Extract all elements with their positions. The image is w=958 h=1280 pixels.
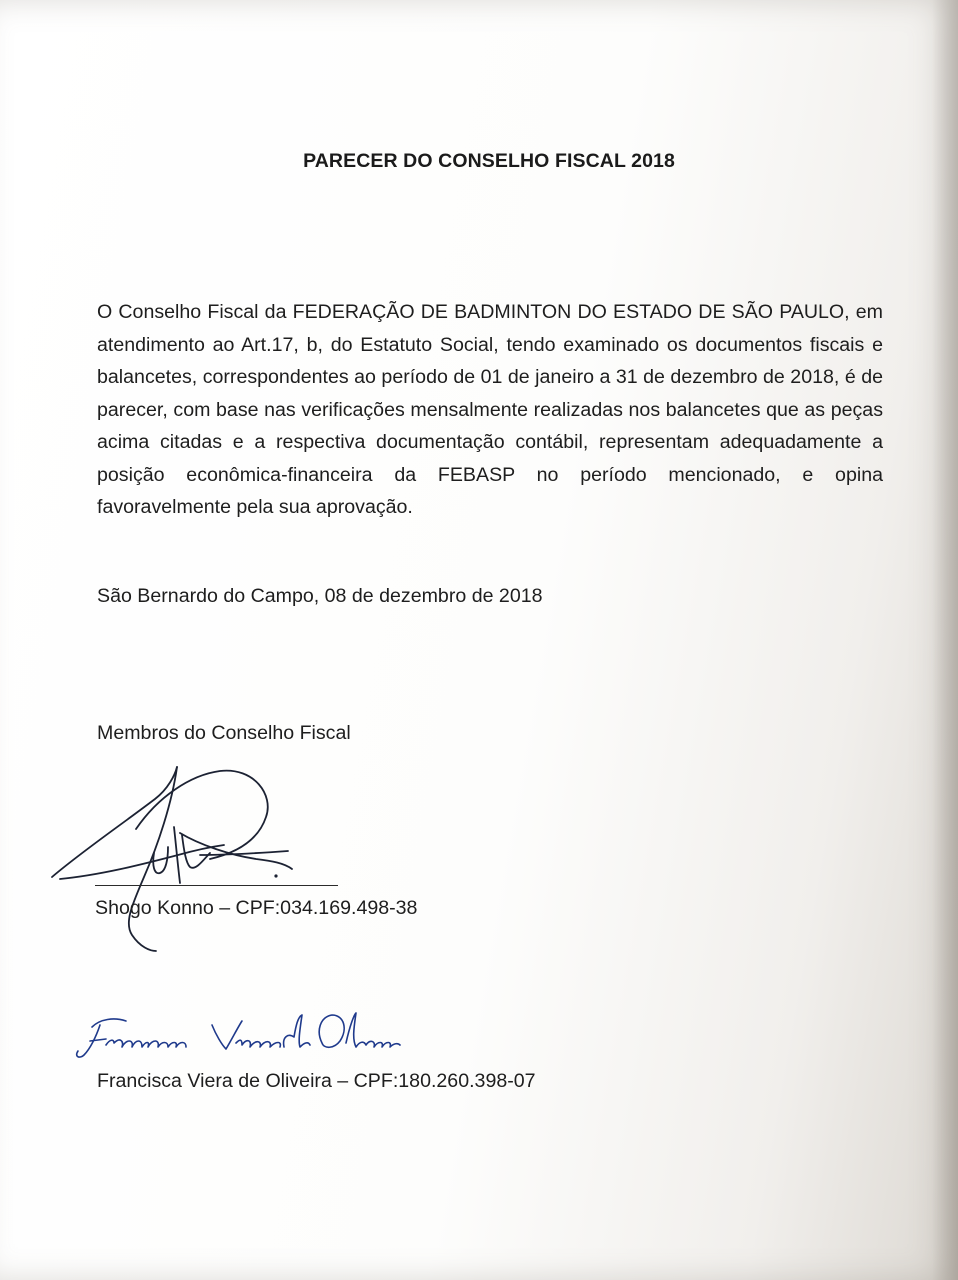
signer-2-name: Francisca Viera de Oliveira – CPF:180.260.398-07 bbox=[97, 1070, 536, 1092]
document-title: PARECER DO CONSELHO FISCAL 2018 bbox=[303, 150, 675, 172]
opinion-paragraph: O Conselho Fiscal da FEDERAÇÃO DE BADMINTON DO ESTADO DE SÃO PAULO, em atendimento ao Art.17, b, do Estatuto Social, tendo examinado os documentos fiscais e balancetes, correspondentes ao período de 01 de janeiro a 31 de dezembro de 2018, é de parecer, com base nas verificações mensalmente realizadas nos balancetes que as peças acima citadas e a respectiva documentação contábil, representam adequadamente a posição econômica-financeira da FEBASP no período mencionado, e opina favoravelmente pela sua aprovação. bbox=[97, 301, 883, 518]
page-edge-shadow bbox=[932, 0, 958, 1280]
signature-2-image bbox=[70, 1005, 410, 1075]
place-and-date: São Bernardo do Campo, 08 de dezembro de 2018 bbox=[97, 585, 543, 607]
members-heading: Membros do Conselho Fiscal bbox=[97, 722, 351, 744]
signature-1-image bbox=[40, 755, 370, 965]
signer-1-name: Shogo Konno – CPF:034.169.498-38 bbox=[95, 897, 418, 919]
signature-line-1 bbox=[95, 885, 338, 886]
